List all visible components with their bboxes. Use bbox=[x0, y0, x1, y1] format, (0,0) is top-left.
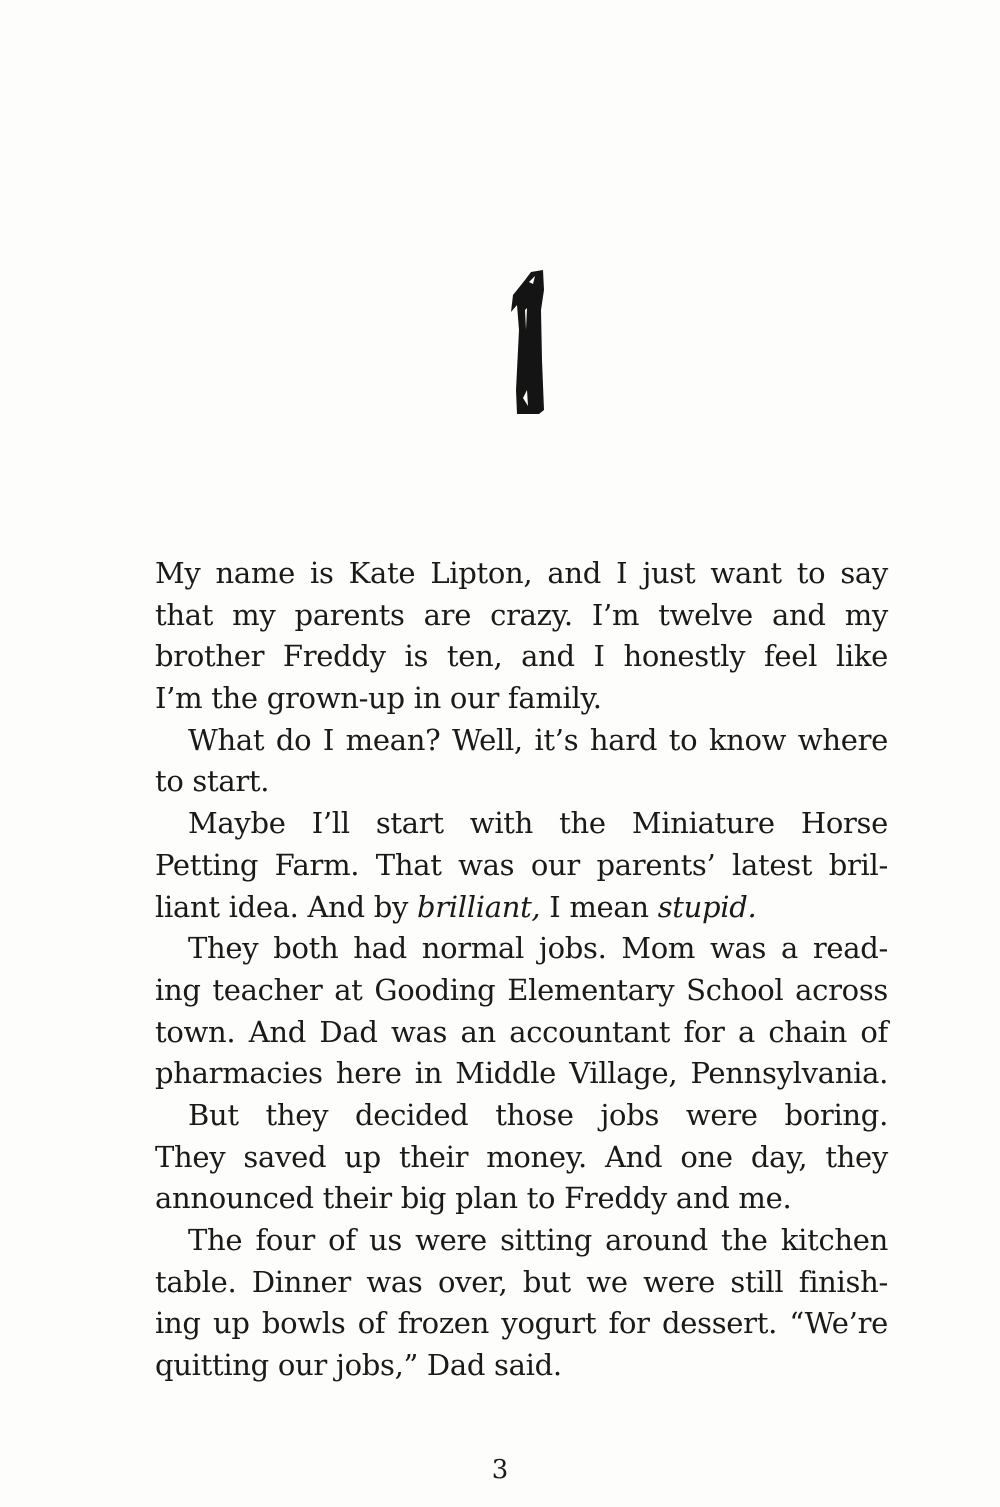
text-line: ing teacher at Gooding Elementary School across bbox=[155, 972, 888, 1007]
body-text bbox=[155, 553, 888, 1387]
text-line: What do I mean? Well, it’s hard to know where bbox=[188, 722, 888, 757]
text-line: ing up bowls of frozen yogurt for dessert. “We’re bbox=[155, 1306, 888, 1341]
text-line: But they decided those jobs were boring. bbox=[188, 1097, 888, 1132]
text-line: quitting our jobs,” Dad said. bbox=[155, 1348, 562, 1383]
text-line: announced their big plan to Freddy and me. bbox=[155, 1181, 792, 1216]
italic-word: stupid. bbox=[657, 889, 757, 924]
italic-word: brilliant, bbox=[416, 889, 541, 924]
text-segment: liant idea. And by bbox=[155, 889, 417, 924]
text-line: town. And Dad was an accountant for a chain of bbox=[155, 1014, 888, 1049]
text-line: Petting Farm. That was our parents’ latest bril- bbox=[155, 847, 888, 882]
chapter-number-one bbox=[511, 270, 547, 416]
text-line: Maybe I’ll start with the Miniature Horse bbox=[188, 806, 888, 841]
text-line: brother Freddy is ten, and I honestly feel like bbox=[155, 639, 888, 674]
text-line: They saved up their money. And one day, they bbox=[155, 1139, 888, 1174]
text-segment: I mean bbox=[540, 889, 658, 924]
text-line: to start. bbox=[155, 764, 270, 799]
text-line: They both had normal jobs. Mom was a read- bbox=[188, 931, 888, 966]
text-line: My name is Kate Lipton, and I just want to say bbox=[155, 556, 888, 590]
text-line: pharmacies here in Middle Village, Pennsylvania. bbox=[155, 1056, 888, 1091]
text-line: table. Dinner was over, but we were still finish- bbox=[155, 1264, 888, 1299]
page-number: 3 bbox=[491, 1455, 509, 1485]
text-line: The four of us were sitting around the kitchen bbox=[188, 1223, 888, 1257]
text-line: that my parents are crazy. I’m twelve and my bbox=[155, 597, 888, 632]
text-line bbox=[155, 887, 888, 929]
text-line: I’m the grown-up in our family. bbox=[155, 681, 602, 716]
